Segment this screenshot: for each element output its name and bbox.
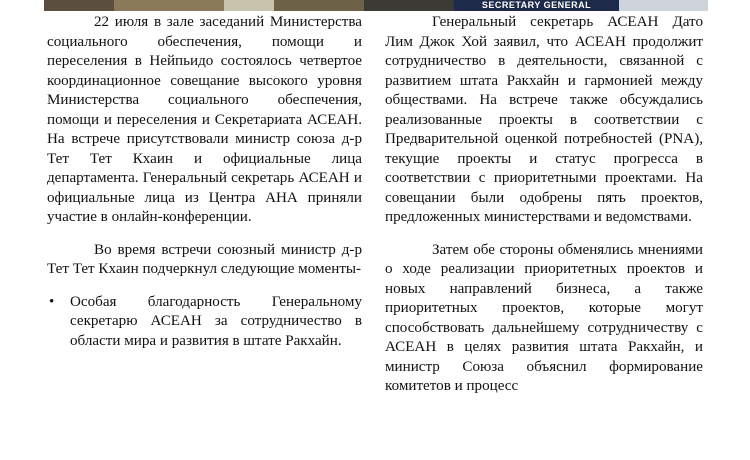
photo-segment [44,0,114,11]
photo-segment [364,0,454,11]
right-paragraph-2: Затем обе стороны обменялись мнениями о ходе реализации приоритетных проектов и новых направлений бизнеса, а также приоритетных проектов, которые могут способствовать дальнейшему сотрудничеству с АСЕАН в целях развития штата Ракхайн, и министр Союза объяснил формирование комитетов и процесс [385,241,703,394]
list-item [47,293,362,352]
left-column [47,13,362,376]
right-paragraph-1: Генеральный секретарь АСЕАН Дато Лим Джок Хой заявил, что АСЕАН продолжит сотрудничество в деятельности, связанной с развитием штата Ракхайн и гармонией между обществами. На встрече также обсуждались реализованные проекты в соответствии с Предварительной оценкой потребностей (PNA), текущие проекты и статус прогресса в соответствии с приоритетными проектами. На совещании были одобрены пять проектов, предложенных министерствами и ведомствами. [385,14,703,225]
photo-segment [619,0,708,11]
left-paragraph-2: Во время встречи союзный министр д-р Тет Тет Кхаин подчеркнул следующие моменты- [47,241,362,277]
bullet-list [47,293,362,352]
header-photo [44,0,708,11]
left-paragraph-1: 22 июля в зале заседаний Министерства социального обеспечения, помощи и переселения в Нейпьидо состоялось четвертое координационное совещание высокого уровня Министерства социального обеспечения, помощи и переселения и Секретариата АСЕАН. На встрече присутствовали министр союза д-р Тет Тет Кхаин и официальные лица департамента. Генеральный секретарь АСЕАН и официальные лица из Центра АНА приняли участие в онлайн-конференции. [47,14,362,225]
right-column [385,13,703,397]
photo-segment [274,0,364,11]
photo-segment [224,0,274,11]
bullet-icon: • [49,293,55,310]
cut-off-text-line [47,364,362,376]
bullet-text: Особая благодарность Генеральному секретарю АСЕАН за сотрудничество в области мира и развития в штате Ракхайн. [70,293,362,349]
secretary-general-banner: SECRETARY GENERAL [454,0,619,11]
photo-segment [114,0,224,11]
